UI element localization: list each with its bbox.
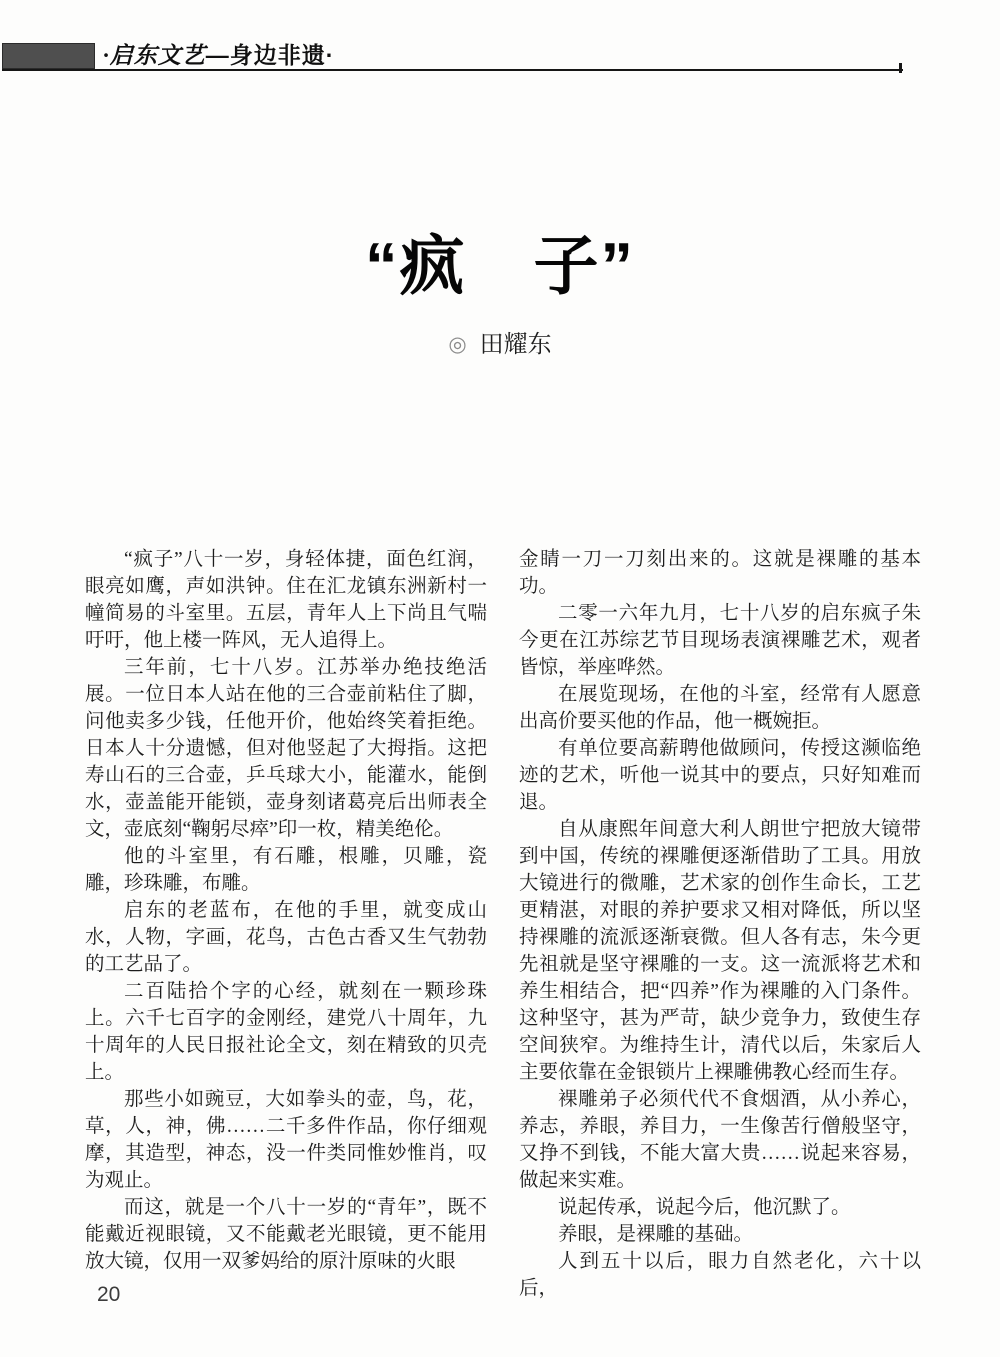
paragraph-continuation: 金睛一刀一刀刻出来的。这就是裸雕的基本功。 bbox=[519, 549, 921, 597]
paragraph: 说起传承，说起今后，他沉默了。 bbox=[558, 1197, 851, 1218]
header-section-label bbox=[103, 42, 334, 69]
header-section-label-gothic: —身边非遗· bbox=[205, 42, 335, 68]
header-corner-block bbox=[2, 43, 95, 69]
paragraph: 那些小如豌豆，大如拳头的壶，鸟，花，草，人，神，佛……二千多件作品，你仔细观摩，其造型，神态，没一件类同惟妙惟肖，叹为观止。 bbox=[85, 1089, 487, 1191]
paragraph: 自从康熙年间意大利人朗世宁把放大镜带到中国，传统的裸雕便逐渐借助了工具。用放大镜进行的微雕，艺术家的创作生命长，工艺更精湛，对眼的养护要求又相对降低，所以坚持裸雕的流派逐渐衰微。但人各有志，朱今更先祖就是坚守裸雕的一支。这一流派将艺术和养生相结合，把“四养”作为裸雕的入门条件。这种坚守，甚为严苛，缺少竞争力，致使生存空间狭窄。为维持生计，清代以后，朱家后人主要依靠在金银锁片上裸雕佛教心经而生存。 bbox=[519, 819, 921, 1083]
paragraph: 裸雕弟子必须代代不食烟酒，从小养心，养志，养眼，养目力，一生像苦行僧般坚守，又挣不到钱，不能大富大贵……说起来容易，做起来实难。 bbox=[519, 1089, 921, 1191]
header-rule bbox=[2, 69, 903, 71]
paragraph: 而这，就是一个八十一岁的“青年”，既不能戴近视眼镜，又不能戴老光眼镜，更不能用放大镜，仅用一双爹妈给的原汁原味的火眼 bbox=[85, 1197, 487, 1272]
paragraph: 他的斗室里，有石雕，根雕，贝雕，瓷雕，珍珠雕，布雕。 bbox=[85, 846, 487, 894]
page-number: 20 bbox=[97, 1283, 121, 1306]
paragraph: 有单位要高薪聘他做顾问，传授这濒临绝迹的艺术，听他一说其中的要点，只好知难而退。 bbox=[519, 738, 921, 813]
article-column-left bbox=[85, 546, 487, 1302]
header-rule-end-tick bbox=[899, 63, 902, 73]
paragraph: 在展览现场，在他的斗室，经常有人愿意出高价要买他的作品，他一概婉拒。 bbox=[519, 684, 921, 732]
paragraph: 二零一六年九月，七十八岁的启东疯子朱今更在江苏综艺节目现场表演裸雕艺术，观者皆惊，举座哗然。 bbox=[519, 603, 921, 678]
header-section-label-script: ·启东文艺 bbox=[103, 43, 206, 68]
article-column-right bbox=[519, 546, 921, 1302]
paragraph: 启东的老蓝布，在他的手里，就变成山水，人物，字画，花鸟，古色古香又生气勃勃的工艺品了。 bbox=[85, 900, 487, 975]
author-bullet-icon: ◎ bbox=[448, 333, 467, 356]
paragraph: 三年前，七十八岁。江苏举办绝技绝活展。一位日本人站在他的三合壶前粘住了脚，问他卖多少钱，任他开价，他始终笑着拒绝。日本人十分遗憾，但对他竖起了大拇指。这把寿山石的三合壶，乒乓球大小，能灌水，能倒水，壶盖能开能锁，壶身刻诸葛亮后出师表全文，壶底刻“鞠躬尽瘁”印一枚，精美绝伦。 bbox=[85, 657, 487, 840]
paragraph: 人到五十以后，眼力自然老化，六十以后， bbox=[519, 1251, 921, 1299]
paragraph: 养眼，是裸雕的基础。 bbox=[558, 1224, 754, 1245]
article-body bbox=[85, 546, 921, 1302]
author-line bbox=[0, 324, 1000, 359]
paragraph: “疯子”八十一岁，身轻体捷，面色红润，眼亮如鹰，声如洪钟。住在汇龙镇东洲新村一幢简易的斗室里。五层，青年人上下尚且气喘吁吁，他上楼一阵风，无人追得上。 bbox=[85, 549, 487, 651]
paragraph: 二百陆拾个字的心经，就刻在一颗珍珠上。六千七百字的金刚经，建党八十周年，九十周年的人民日报社论全文，刻在精致的贝壳上。 bbox=[85, 981, 487, 1083]
author-name: 田耀东 bbox=[479, 331, 552, 358]
article-title: “疯 子” bbox=[364, 229, 635, 302]
